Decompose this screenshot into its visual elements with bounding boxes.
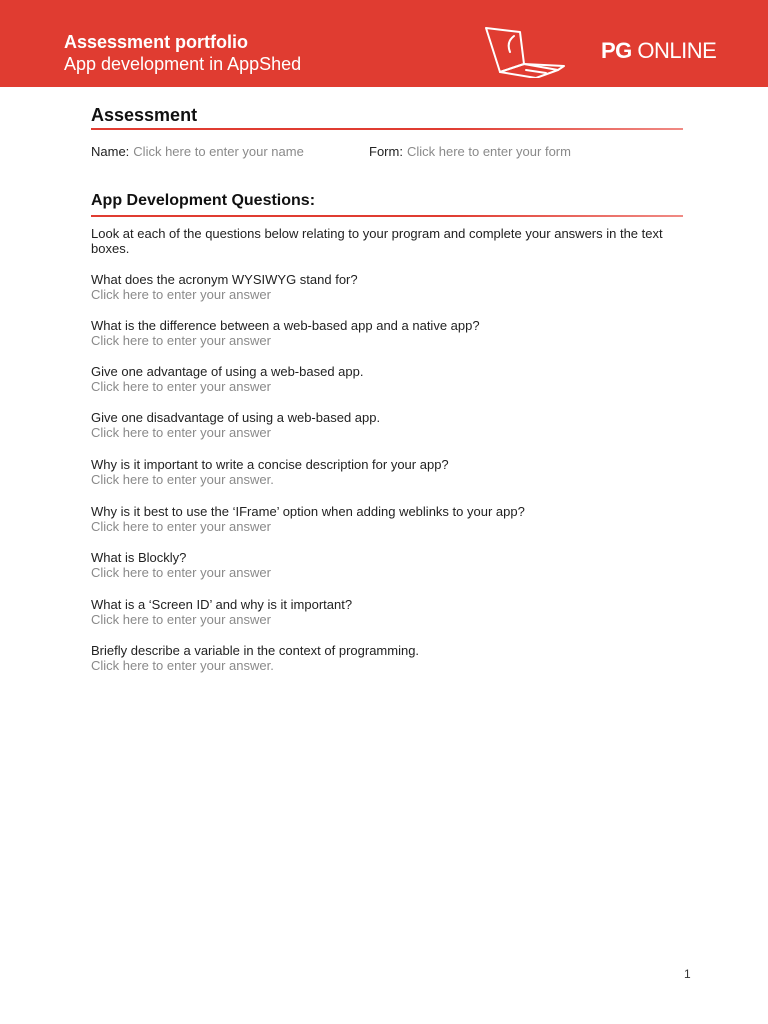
question-block	[91, 504, 691, 535]
form-field	[369, 144, 571, 160]
question-text: Briefly describe a variable in the context of programming.	[91, 643, 420, 658]
question-text: What does the acronym WYSIWYG stand for?	[91, 272, 358, 287]
question-text: Give one advantage of using a web-based app.	[91, 364, 364, 379]
name-field	[91, 144, 304, 160]
name-label: Name:	[91, 144, 130, 159]
assessment-heading: Assessment	[91, 105, 198, 125]
form-label: Form:	[369, 144, 403, 159]
question-text: What is the difference between a web-based app and a native app?	[91, 318, 480, 333]
portfolio-subtitle: App development in AppShed	[64, 54, 302, 74]
answer-input[interactable]: Click here to enter your answer	[91, 287, 271, 302]
question-text: What is a ‘Screen ID’ and why is it important?	[91, 597, 353, 612]
question-block	[91, 550, 691, 581]
heading-divider	[91, 215, 683, 217]
question-block	[91, 272, 691, 303]
page-number: 1	[684, 967, 691, 981]
answer-input[interactable]: Click here to enter your answer.	[91, 658, 274, 673]
question-text: Why is it important to write a concise description for your app?	[91, 457, 449, 472]
questions-heading: App Development Questions:	[91, 192, 316, 209]
question-block	[91, 364, 691, 395]
portfolio-title: Assessment portfolio	[64, 32, 249, 52]
header-banner	[0, 0, 768, 87]
question-block	[91, 643, 691, 674]
question-text: Give one disadvantage of using a web-based app.	[91, 410, 381, 425]
question-block	[91, 457, 691, 488]
name-input[interactable]: Click here to enter your name	[133, 144, 304, 159]
brand-wordmark: PG ONLINE	[601, 38, 717, 63]
question-text: What is Blockly?	[91, 550, 187, 565]
question-text: Why is it best to use the ‘IFrame’ option when adding weblinks to your app?	[91, 504, 525, 519]
answer-input[interactable]: Click here to enter your answer	[91, 565, 271, 580]
answer-input[interactable]: Click here to enter your answer	[91, 333, 271, 348]
heading-divider	[91, 128, 683, 130]
answer-input[interactable]: Click here to enter your answer	[91, 612, 271, 627]
question-block	[91, 597, 691, 628]
laptop-icon	[484, 26, 596, 78]
answer-input[interactable]: Click here to enter your answer	[91, 425, 271, 440]
answer-input[interactable]: Click here to enter your answer	[91, 379, 271, 394]
pg-online-logo	[484, 26, 717, 78]
question-block	[91, 410, 691, 441]
answer-input[interactable]: Click here to enter your answer.	[91, 472, 274, 487]
instructions-text: Look at each of the questions below relating to your program and complete your answers in the text boxes.	[91, 226, 663, 256]
question-block	[91, 318, 691, 349]
form-input[interactable]: Click here to enter your form	[406, 144, 571, 159]
answer-input[interactable]: Click here to enter your answer	[91, 519, 271, 534]
